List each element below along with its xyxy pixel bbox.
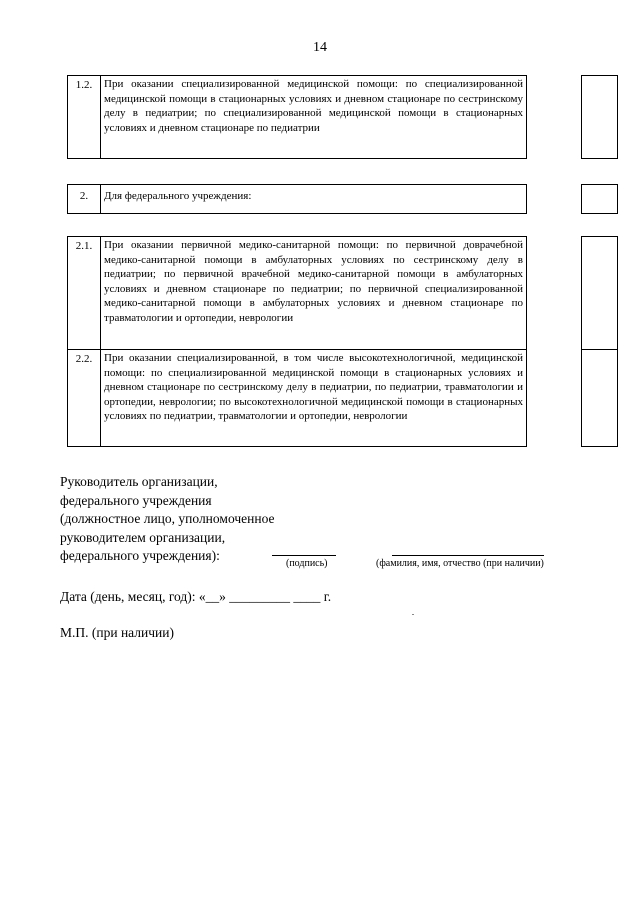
table-row [68, 185, 618, 214]
table-section-2 [67, 184, 618, 214]
table-item-1-2 [67, 75, 618, 159]
table-items-2-x [67, 236, 618, 447]
column-gap [527, 350, 582, 447]
row-text: При оказании первичной медико-санитарной помощи: по первичной доврачебной медико-санитарной помощи в амбулаторных условиях по сестринскому делу в педиатрии; по первичной врачебной медико-санитарной помощи в амбулаторных условиях и дневном стационаре по педиатрии; по первичной специализированной медико-санитарной помощи в амбулаторных условиях и дневном стационаре по травматологии и ортопедии, неврологии [101, 237, 527, 350]
column-gap [527, 76, 582, 159]
mark-box[interactable] [582, 185, 618, 214]
mark-box[interactable] [582, 350, 618, 447]
mark-box[interactable] [582, 237, 618, 350]
page-number: 14 [313, 40, 327, 55]
row-number: 2. [68, 185, 101, 214]
mark-box[interactable] [582, 76, 618, 159]
stamp-placeholder: М.П. (при наличии) [60, 625, 174, 640]
table-row [68, 76, 618, 159]
row-number: 2.2. [68, 350, 101, 447]
date-line: Дата (день, месяц, год): «__» _________ ____ г. [60, 589, 332, 604]
table-row [68, 237, 618, 350]
row-text: При оказании специализированной, в том числе высокотехнологичной, медицинской помощи: по специализированной медицинской помощи в стационарных условиях и дневном стационаре по сестринскому делу в педиатрии, по педиатрии, травматологии и ортопедии, неврологии; по высокотехнологичной медицинской помощи в стационарных условиях по педиатрии, травматологии и ортопедии, неврологии [101, 350, 527, 447]
row-text: Для федерального учреждения: [101, 185, 527, 214]
row-number: 1.2. [68, 76, 101, 159]
signatory-line: руководителем организации, [60, 529, 226, 545]
full-name-caption: (фамилия, имя, отчество (при наличии) [376, 558, 544, 569]
stray-mark [412, 614, 414, 615]
signatory-line: федерального учреждения): [60, 548, 220, 563]
signatory-line: федерального учреждения [60, 492, 212, 508]
column-gap [527, 237, 582, 350]
table-row [68, 350, 618, 447]
row-number: 2.1. [68, 237, 101, 350]
signature-field[interactable] [272, 555, 336, 556]
signature-caption: (подпись) [286, 558, 328, 569]
signatory-line: (должностное лицо, уполномоченное [60, 511, 275, 526]
signatory-line: Руководитель организации, [60, 474, 218, 489]
row-text: При оказании специализированной медицинской помощи: по специализированной медицинской помощи в стационарных условиях и дневном стационаре по сестринскому делу в педиатрии; по специализированной медицинской помощи в стационарных условиях и дневном стационаре по педиатрии [101, 76, 527, 159]
full-name-field[interactable] [392, 555, 544, 556]
column-gap [527, 185, 582, 214]
signatory-title [60, 473, 274, 566]
